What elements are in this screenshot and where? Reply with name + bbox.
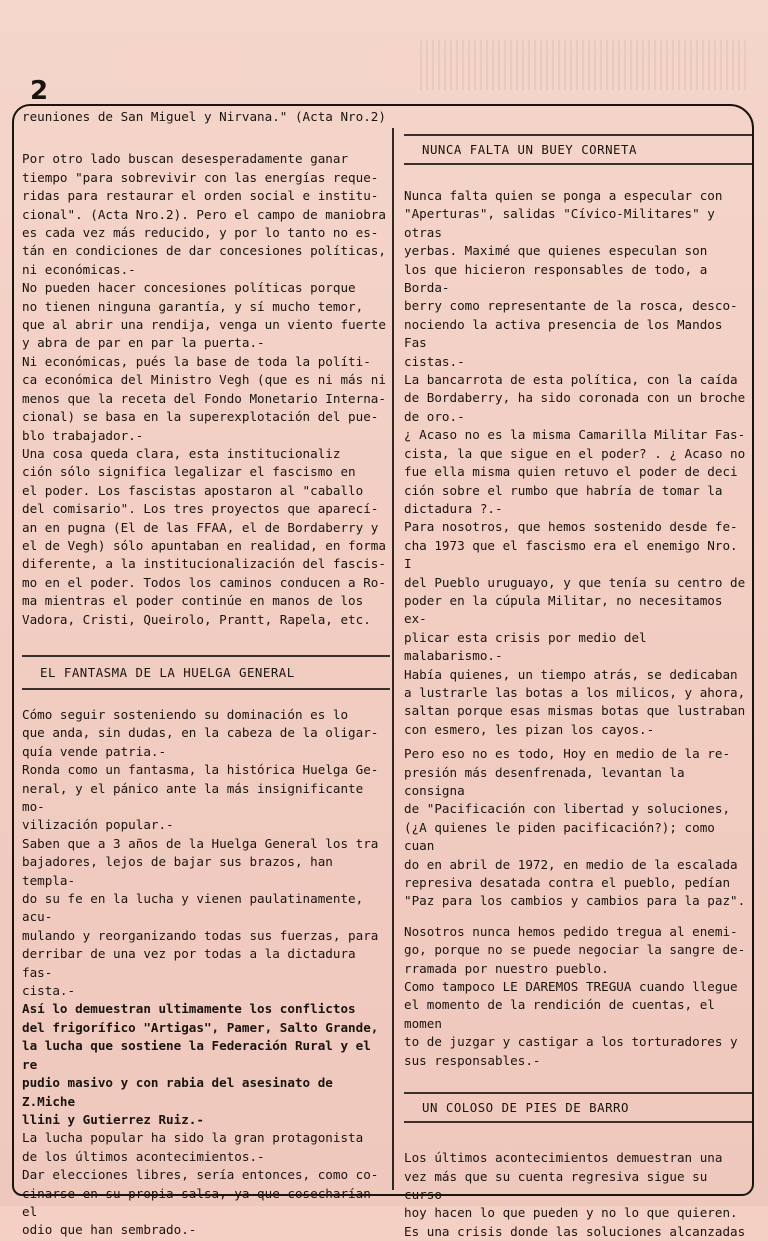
paragraph: La lucha popular ha sido la gran protagonista de los últimos acontecimientos.-	[22, 1130, 364, 1164]
paragraph: Una cosa queda clara, esta institucionaliz ción sólo significa legalizar el fascismo en el poder. Los fascistas apostaron al "caballo del comisario". Los tres proyectos que aparecí- an en pugna (El de las FFAA, el de Bordaberry y el de Vegh) sólo apuntaban en realidad, en forma diferente, a la institucionalización del fascis- mo en el poder. Todos los caminos conducen a Ro- ma mientras el poder continúe en manos de los Vadora, Cristi, Queirolo, Prantt, Rapela, etc.	[22, 445, 386, 627]
paragraph: reuniones de San Miguel y Nirvana." (Acta Nro.2)	[22, 109, 386, 124]
paragraph: Ronda como un fantasma, la histórica Huelga Ge- neral, y el pánico ante la más insignificante mo- vilización popular.-	[22, 762, 379, 833]
paragraph: ¿ Acaso no es la misma Camarilla Militar Fas- cista, la que sigue en el poder? . ¿ Acaso no fue ella misma quien retuvo el poder de deci ción sobre el rumbo que habría de tomar la dictadura ?.-	[404, 427, 746, 516]
section-rule	[404, 134, 752, 136]
paragraph: Nosotros nunca hemos pedido tregua al enemi- go, porque no se puede negociar la sangre de- rramada por nuestro pueblo. Como tampoco LE DAREMOS TREGUA cuando llegue el momento de la rendición de cuentas, el momen to de juzgar y castigar a los torturadores y sus responsables.-	[404, 923, 746, 1068]
paragraph: Nunca falta quien se ponga a especular con "Aperturas", salidas "Cívico-Militares" y otras yerbas. Maximé que quienes especulan son los que hicieron responsables de todo, a Borda- berry como representante de la rosca, desco- nociendo la activa presencia de los Mandos Fas cistas.-	[404, 188, 738, 369]
paragraph: Los últimos acontecimientos demuestran una vez más que su cuenta regresiva sigue su curso hoy hacen lo que pueden y no lo que quieren. Es una crisis donde las soluciones alcanzadas	[404, 1150, 746, 1239]
paragraph: No pueden hacer concesiones políticas porque no tienen ninguna garantía, y sí mucho temor, que al abrir una rendija, venga un viento fuerte y abra de par en par la puerta.-	[22, 280, 386, 351]
section-rule	[404, 1092, 752, 1094]
paragraph: Dar elecciones libres, sería entonces, como co- cinarse en su propia salsa, ya que cosecharían el odio que han sembrado.-	[22, 1167, 379, 1238]
section-rule	[404, 1121, 752, 1123]
right-column	[404, 128, 752, 1241]
print-smudge	[420, 40, 750, 90]
column-divider	[392, 128, 394, 1190]
left-column	[22, 108, 390, 1240]
paragraph: Pero eso no es todo, Hoy en medio de la re- presión más desenfrenada, levantan la consigna de "Pacificación con libertad y soluciones, (¿A quienes le piden pacificación?); como cuan do en abril de 1972, en medio de la escalada represiva desatada contra el pueblo, pedían "Paz para los cambios y cambios para la paz".	[404, 746, 746, 909]
section-heading: NUNCA FALTA UN BUEY CORNETA	[422, 142, 637, 157]
paragraph: Saben que a 3 años de la Huelga General los tra bajadores, lejos de bajar sus brazos, han templa- do su fe en la lucha y vienen paulatinamente, acu- mulando y reorganizando todas sus fuerzas, para derribar de una vez por todas a la dictadura fas- cista.-	[22, 835, 379, 999]
paragraph: Así lo demuestran ultimamente los conflictos del frigorífico "Artigas", Pamer, Salto Grande, la lucha que sostiene la Federación Rural y el re pudio masivo y con rabia del asesinato de Z.Miche llini y Gutierrez Ruiz.-	[22, 1001, 379, 1127]
section-rule	[404, 163, 752, 165]
paragraph: Ni económicas, pués la base de toda la políti- ca económica del Ministro Vegh (que es ni más ni menos que la receta del Fondo Monetario Interna- cional) se basa en la superexplotación del pue- blo trabajador.-	[22, 353, 386, 443]
paragraph: La bancarrota de esta política, con la caída de Bordaberry, ha sido coronada con un broche de oro.-	[404, 372, 746, 424]
section-heading: UN COLOSO DE PIES DE BARRO	[422, 1100, 629, 1116]
page-number: 2	[30, 76, 49, 106]
paragraph: Por otro lado buscan desesperadamente ganar tiempo "para sobrevivir con las energías reque- ridas para restaurar el orden social e institu- cional". (Acta Nro.2). Pero el campo de maniobra es cada vez más reducido, y por lo tanto no es- tán en condiciones de dar concesiones políticas, ni económicas.-	[22, 151, 386, 277]
section-heading: EL FANTASMA DE LA HUELGA GENERAL	[40, 664, 295, 680]
paragraph: Cómo seguir sosteniendo su dominación es lo que anda, sin dudas, en la cabeza de la oligar- quía vende patria.-	[22, 706, 379, 759]
paragraph: Para nosotros, que hemos sostenido desde fe- cha 1973 que el fascismo era el enemigo Nro. I del Pueblo uruguayo, y que tenía su centro de poder en la cúpula Militar, no necesitamos ex- plicar esta crisis por medio del malabarismo.- Había quienes, un tiempo atrás, se dedicaban a lustrarle las botas a los milicos, y ahora, saltan porque esas mismas botas que lustraban con esmero, les pizan los cayos.-	[404, 519, 746, 737]
section-rule	[22, 655, 390, 657]
section-rule	[22, 688, 390, 690]
